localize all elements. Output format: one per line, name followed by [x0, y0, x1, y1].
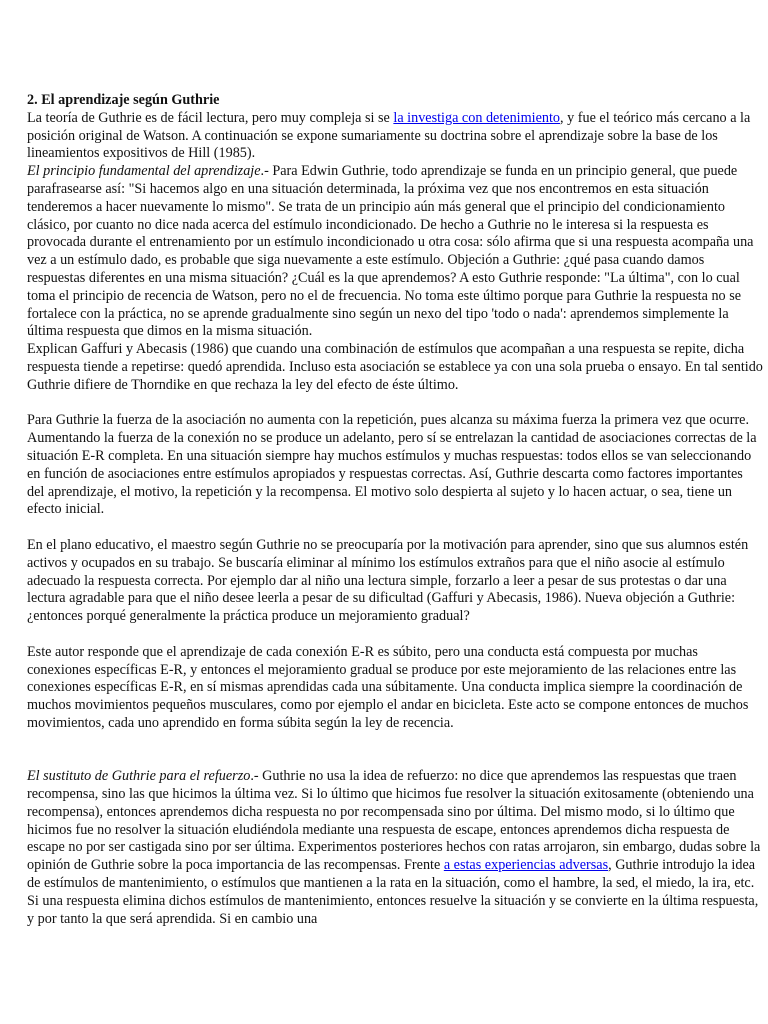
intro-text-start: La teoría de Guthrie es de fácil lectura, pero muy compleja si se	[27, 109, 394, 126]
paragraph-intro	[27, 110, 763, 163]
spacer	[27, 395, 763, 413]
reinforcement-text-start: .- Guthrie no usa la idea de refuerzo: no dice que aprendemos las respuestas que traen recompensa, sino las que hicimos la última vez. Si lo último que hicimos fue resolver la situación exitosamente (obteniendo una recompensa), entonces aprendemos dicha respuesta no por recompensada sino por última. Del mismo modo, si lo último que hicimos fue no resolver la situación eludiéndola mediante una respuesta de escape, entonces aprendemos dicha respuesta de escape no por ser castigada sino por ser última. Experimentos posteriores hechos con ratas arrojaron, sin embargo, dudas sobre la opinión de Guthrie sobre la poca importancia de las recompensas. Frente	[27, 768, 761, 874]
intro-text-end: , y fue el teórico más cercano a la posición original de Watson. A continuación se expone sumariamente su doctrina sobre el aprendizaje sobre la base de los lineamientos expositivos de Hill (1985).	[27, 109, 751, 162]
spacer	[27, 519, 763, 537]
principle-subheading: El principio fundamental del aprendizaje	[27, 163, 261, 180]
paragraph-education: En el plano educativo, el maestro según Guthrie no se preocuparía por la motivación para aprender, sino que sus alumnos estén activos y ocupados en su trabajo. Se buscaría eliminar al mínimo los estímulos extraños para que el niño asocie al estímulo adecuado la respuesta correcta. Por ejemplo dar al niño una lectura simple, forzarlo a leer a pesar de sus protestas o dar una lectura agradable para que el niño desee leerla a pesar de su dificultad (Gaffuri y Abecasis, 1986). Nueva objeción a Guthrie: ¿entonces porqué generalmente la práctica produce un mejoramiento gradual?	[27, 536, 749, 625]
section-heading: 2. El aprendizaje según Guthrie	[27, 92, 220, 108]
paragraph-reinforcement-substitute	[27, 768, 763, 928]
investiga-link[interactable]: la investiga con detenimiento	[393, 109, 561, 126]
spacer	[27, 733, 763, 769]
paragraph-association-strength: Para Guthrie la fuerza de la asociación no aumenta con la repetición, pues alcanza su máxima fuerza la primera vez que ocurre. Aumentando la fuerza de la conexión no se produce un adelanto, pero sí se entrelazan la cantidad de asociaciones correctas de la situación E-R completa. En una situación siempre hay muchos estímulos y muchas respuestas: todos ellos se van seleccionando en función de asociaciones entre estímulos apropiados y respuestas correctas. Así, Guthrie descarta como factores importantes del aprendizaje, el motivo, la repetición y la recompensa. El motivo solo despierta al sujeto y lo hacen actuar, o sea, tiene un efecto inicial.	[27, 412, 757, 518]
spacer	[27, 626, 763, 644]
document-body	[27, 92, 763, 928]
paragraph-gradual-improvement: Este autor responde que el aprendizaje de cada conexión E-R es súbito, pero una conducta está compuesta por muchas conexiones específicas E-R, y entonces el mejoramiento gradual se produce por este mejoramiento de las relaciones entre las conexiones específicas E-R, en sí mismas aprendidas cada una súbitamente. Una conducta implica siempre la coordinación de muchos movimientos pequeños musculares, como por ejemplo el andar en bicicleta. Este acto se compone entonces de muchos movimientos, cada uno aprendido en forma súbita según la ley de recencia.	[27, 643, 749, 731]
paragraph-gaffuri: Explican Gaffuri y Abecasis (1986) que cuando una combinación de estímulos que acompañan a una respuesta se repite, dicha respuesta tiende a repetirse: quedó aprendida. Incluso esta asociación se establece ya con una sola prueba o ensayo. En tal sentido Guthrie difiere de Thorndike en que rechaza la ley del efecto de éste último.	[27, 341, 763, 393]
reinforcement-subheading: El sustituto de Guthrie para el refuerzo	[27, 768, 251, 785]
principle-text: .- Para Edwin Guthrie, todo aprendizaje se funda en un principio general, que puede parafrasearse así: "Si hacemos algo en una situación determinada, la próxima vez que nos encontremos en esta situación tenderemos a hacer nuevamente lo mismo". Se trata de un principio aún más general que el principio del condicionamiento clásico, por cuanto no dice nada acerca del estímulo incondicionado. De hecho a Guthrie no le interesa si la respuesta es provocada durante el entrenamiento por un estímulo incondicionado u otra cosa: sólo afirma que si una respuesta acompaña una vez a un estímulo dado, es probable que siga nuevamente a este estímulo. Objeción a Guthrie: ¿qué pasa cuando damos respuestas diferentes en una misma situación? ¿Cuál es la que aprendemos? A esto Guthrie responde: "La última", con lo cual toma el principio de recencia de Watson, pero no el de frecuencia. No toma este último porque para Guthrie la respuesta no se fortalece con la práctica, no se aprende gradualmente sino según un nexo del tipo 'todo o nada': aprendemos simplemente la última respuesta que dimos en la misma situación.	[27, 163, 754, 340]
reinforcement-text-end: , Guthrie introdujo la idea de estímulos de mantenimiento, o estímulos que mantienen a la rata en la situación, como el hambre, la sed, el miedo, la ira, etc. Si una respuesta elimina dichos estímulos de mantenimiento, entonces resuelve la situación y se convierte en la última respuesta, y por tanto la que será aprendida. Si en cambio una	[27, 857, 759, 927]
paragraph-principle	[27, 163, 763, 341]
experiencias-adversas-link[interactable]: a estas experiencias adversas	[443, 857, 609, 874]
